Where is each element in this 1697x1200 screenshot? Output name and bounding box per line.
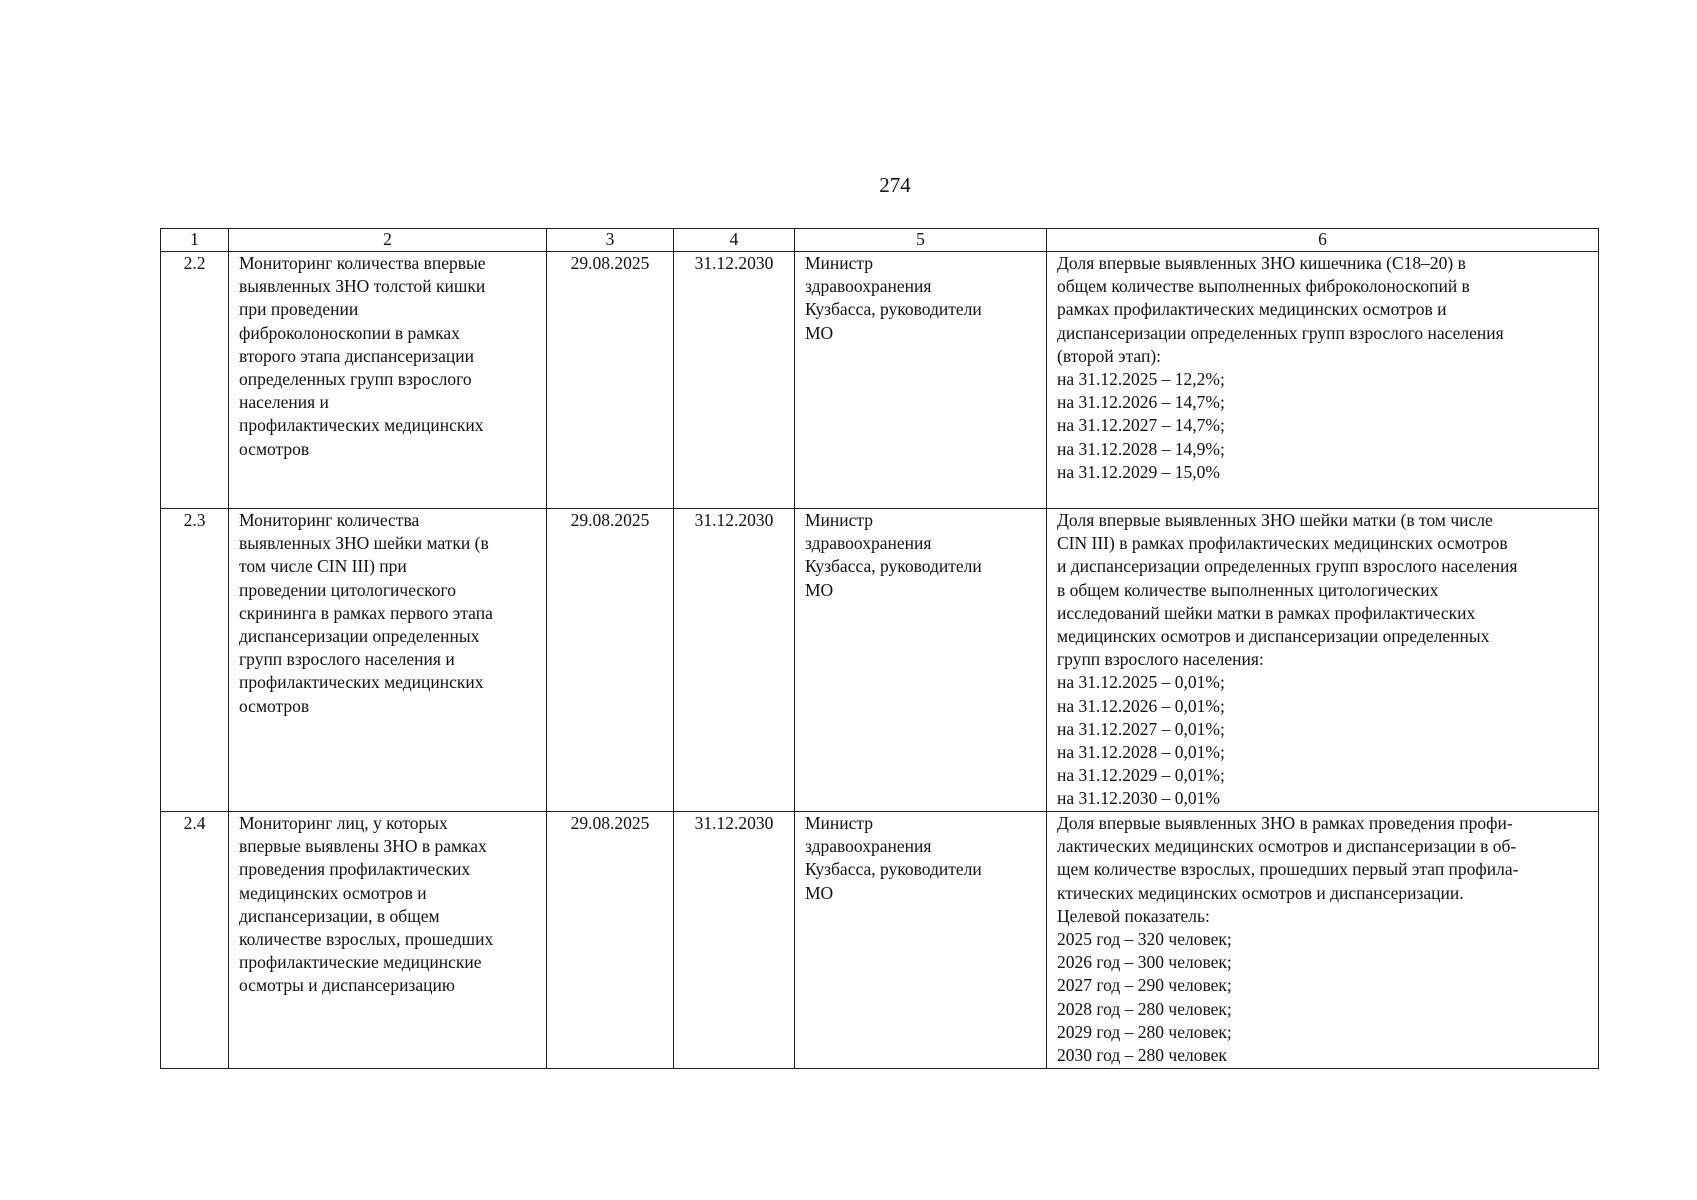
text-line: на 31.12.2026 – 0,01%; (1057, 695, 1225, 716)
text-line: МО (805, 882, 834, 903)
text-line: Мониторинг количества впервые (239, 253, 486, 273)
end-date: 31.12.2030 (674, 509, 795, 812)
text-line: впервые выявлены ЗНО в рамках (239, 836, 487, 857)
text-line: 2030 год – 280 человек (1057, 1045, 1227, 1066)
column-header: 2 (229, 229, 547, 252)
text-line: исследований шейки матки в рамках профилактических (1057, 602, 1476, 623)
text-line: в общем количестве выполненных цитологических (1057, 579, 1439, 600)
text-line: Кузбасса, руководители (805, 556, 982, 577)
text-line: ктических медицинских осмотров и диспансеризации. (1057, 882, 1464, 903)
text-line: 2029 год – 280 человек; (1057, 1021, 1232, 1042)
text-line: (второй этап): (1057, 345, 1162, 366)
text-line: Мониторинг количества (239, 510, 420, 530)
text-line: МО (805, 322, 834, 343)
column-header: 6 (1047, 229, 1599, 252)
text-line: на 31.12.2029 – 15,0% (1057, 461, 1220, 482)
column-header: 3 (547, 229, 674, 252)
text-line: здравоохранения (805, 836, 932, 857)
table-row (161, 812, 1599, 1069)
text-line: диспансеризации, в общем (239, 905, 440, 926)
page-number: 274 (879, 173, 911, 197)
text-line: медицинских осмотров и (239, 882, 427, 903)
monitoring-table (160, 228, 1599, 1069)
text-line: диспансеризации определенных (239, 626, 480, 647)
text-line: осмотры и диспансеризацию (239, 975, 455, 996)
text-line: на 31.12.2025 – 0,01%; (1057, 672, 1225, 693)
text-line: здравоохранения (805, 276, 932, 297)
row-number: 2.4 (161, 812, 229, 1069)
responsible (795, 252, 1047, 509)
text-line: на 31.12.2029 – 0,01%; (1057, 765, 1225, 786)
text-line: второго этапа диспансеризации (239, 345, 474, 366)
text-line: осмотров (239, 438, 310, 459)
indicator (1047, 509, 1599, 812)
text-line: Министр (805, 813, 874, 833)
text-line: скрининга в рамках первого этапа (239, 602, 493, 623)
text-line: Мониторинг лиц, у которых (239, 813, 448, 833)
text-line: 2028 год – 280 человек; (1057, 998, 1232, 1019)
text-line: Доля впервые выявленных ЗНО кишечника (С18–20) в (1057, 253, 1466, 273)
text-line: 2026 год – 300 человек; (1057, 952, 1232, 973)
measure-description (229, 252, 547, 509)
end-date: 31.12.2030 (674, 252, 795, 509)
text-line: том числе CIN III) при (239, 556, 407, 577)
text-line: и диспансеризации определенных групп взрослого населения (1057, 556, 1518, 577)
start-date: 29.08.2025 (547, 509, 674, 812)
text-line: медицинских осмотров и диспансеризации определенных (1057, 626, 1490, 647)
text-line: МО (805, 579, 834, 600)
text-line: на 31.12.2027 – 0,01%; (1057, 718, 1225, 739)
row-number: 2.3 (161, 509, 229, 812)
text-line: 2025 год – 320 человек; (1057, 929, 1232, 950)
text-line: выявленных ЗНО толстой кишки (239, 276, 486, 297)
text-line: профилактических медицинских (239, 672, 484, 693)
text-line: лактических медицинских осмотров и диспансеризации в об- (1057, 836, 1517, 857)
indicator (1047, 252, 1599, 509)
end-date: 31.12.2030 (674, 812, 795, 1069)
column-header: 5 (795, 229, 1047, 252)
text-line: групп взрослого населения: (1057, 649, 1264, 670)
text-line: на 31.12.2025 – 12,2%; (1057, 369, 1225, 390)
text-line: щем количестве взрослых, прошедших первый этап профила- (1057, 859, 1519, 880)
start-date: 29.08.2025 (547, 252, 674, 509)
text-line: на 31.12.2028 – 14,9%; (1057, 438, 1225, 459)
table-row (161, 252, 1599, 509)
text-line: на 31.12.2030 – 0,01% (1057, 788, 1220, 809)
text-line: профилактических медицинских (239, 415, 484, 436)
text-line: Доля впервые выявленных ЗНО шейки матки (в том числе (1057, 510, 1493, 530)
text-line: диспансеризации определенных групп взрослого населения (1057, 322, 1504, 343)
text-line: на 31.12.2026 – 14,7%; (1057, 392, 1225, 413)
text-line: рамках профилактических медицинских осмотров и (1057, 299, 1447, 320)
start-date: 29.08.2025 (547, 812, 674, 1069)
text-line: Кузбасса, руководители (805, 299, 982, 320)
column-header: 1 (161, 229, 229, 252)
table-header-row (161, 229, 1599, 252)
text-line: Министр (805, 253, 874, 273)
table-row (161, 509, 1599, 812)
text-line: проведения профилактических (239, 859, 471, 880)
measure-description (229, 812, 547, 1069)
text-line: выявленных ЗНО шейки матки (в (239, 533, 489, 554)
text-line: профилактические медицинские (239, 952, 482, 973)
responsible (795, 812, 1047, 1069)
text-line: осмотров (239, 695, 310, 716)
text-line: населения и (239, 392, 329, 413)
text-line: на 31.12.2028 – 0,01%; (1057, 742, 1225, 763)
text-line: при проведении (239, 299, 359, 320)
text-line: Доля впервые выявленных ЗНО в рамках проведения профи- (1057, 813, 1513, 833)
text-line: Целевой показатель: (1057, 905, 1210, 926)
indicator (1047, 812, 1599, 1069)
text-line: групп взрослого населения и (239, 649, 455, 670)
text-line: Министр (805, 510, 874, 530)
measure-description (229, 509, 547, 812)
column-header: 4 (674, 229, 795, 252)
text-line: проведении цитологического (239, 579, 457, 600)
text-line: на 31.12.2027 – 14,7%; (1057, 415, 1225, 436)
text-line: Кузбасса, руководители (805, 859, 982, 880)
row-number: 2.2 (161, 252, 229, 509)
text-line: здравоохранения (805, 533, 932, 554)
text-line: общем количестве выполненных фиброколоноскопий в (1057, 276, 1470, 297)
text-line: количестве взрослых, прошедших (239, 929, 494, 950)
responsible (795, 509, 1047, 812)
text-line: CIN III) в рамках профилактических медицинских осмотров (1057, 533, 1508, 554)
text-line: 2027 год – 290 человек; (1057, 975, 1232, 996)
text-line: фиброколоноскопии в рамках (239, 322, 460, 343)
text-line: определенных групп взрослого (239, 369, 472, 390)
